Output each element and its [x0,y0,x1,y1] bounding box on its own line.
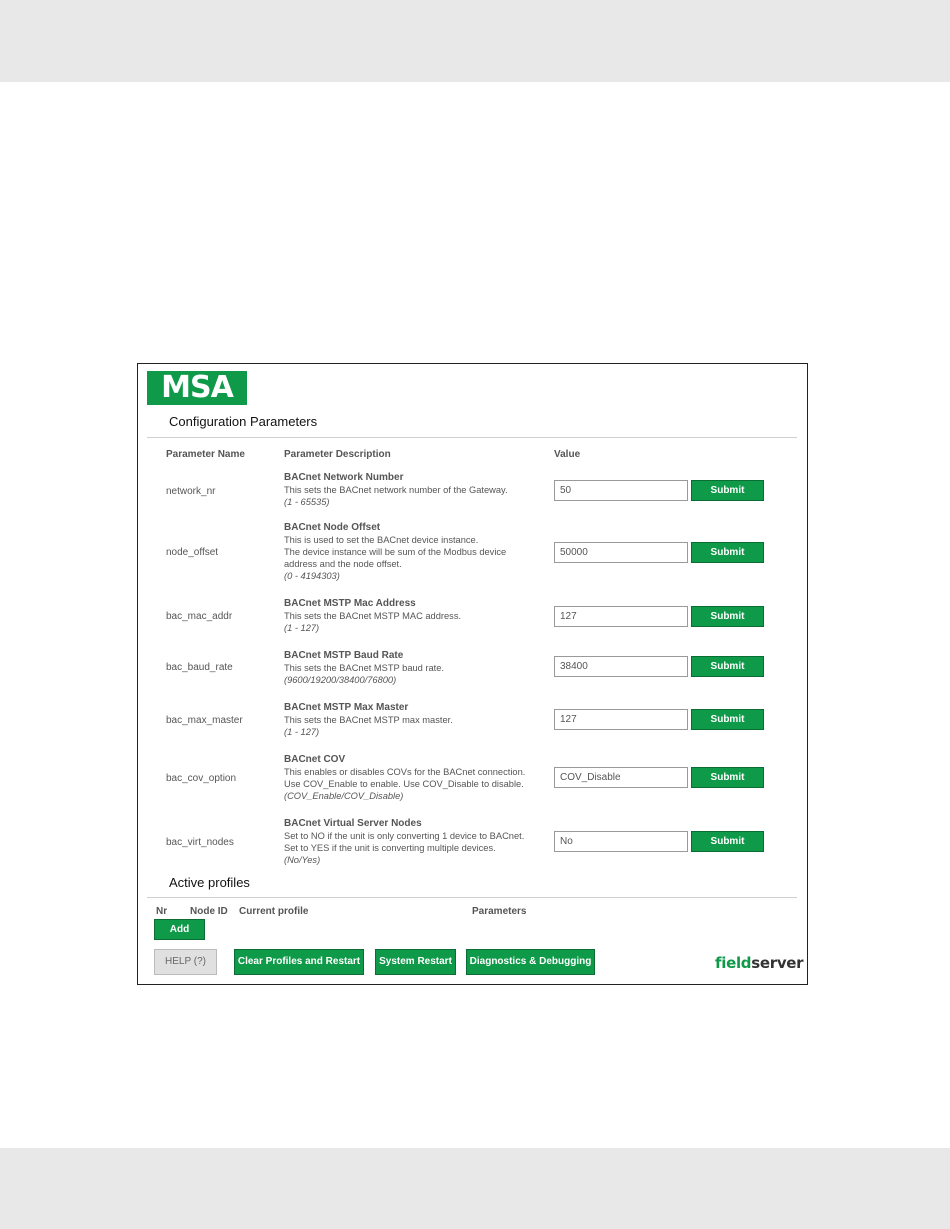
param-description [284,702,554,738]
param-name: bac_max_master [166,715,243,726]
param-title: BACnet Network Number [284,472,404,483]
header-parameter-name: Parameter Name [166,449,245,460]
param-title: BACnet MSTP Max Master [284,702,409,713]
system-restart-button[interactable]: System Restart [375,949,456,975]
param-range: (1 - 127) [284,727,320,737]
param-title: BACnet Node Offset [284,522,381,533]
bac-max-master-submit-button[interactable]: Submit [691,709,764,730]
bac-baud-rate-input[interactable]: 38400 [554,656,688,677]
param-range: (No/Yes) [284,855,321,865]
param-title: BACnet MSTP Mac Address [284,598,416,609]
clear-profiles-restart-button[interactable]: Clear Profiles and Restart [234,949,364,975]
bac-cov-option-submit-button[interactable]: Submit [691,767,764,788]
profiles-divider [147,897,797,898]
param-name: bac_mac_addr [166,611,233,622]
param-desc-line: Use COV_Enable to enable. Use COV_Disable to disable. [284,779,524,789]
param-range: (COV_Enable/COV_Disable) [284,791,404,801]
param-title: BACnet COV [284,754,346,765]
bac-mac-addr-submit-button[interactable]: Submit [691,606,764,627]
param-range: (0 - 4194303) [284,571,340,581]
bac-cov-option-input[interactable]: COV_Disable [554,767,688,788]
param-desc-line: Set to NO if the unit is only converting 1 device to BACnet. [284,831,525,841]
network-nr-input[interactable]: 50 [554,480,688,501]
param-description [284,818,554,866]
config-divider [147,437,797,438]
param-description [284,598,554,634]
param-desc-line: The device instance will be sum of the Modbus device [284,547,507,557]
header-node-id: Node ID [190,906,228,917]
param-desc-line: This sets the BACnet MSTP baud rate. [284,663,445,673]
msa-logo: MSA [147,371,247,405]
config-section-title: Configuration Parameters [169,414,318,429]
brand-part-server: server [751,954,804,972]
param-desc-line: address and the node offset. [284,559,402,569]
node-offset-submit-button[interactable]: Submit [691,542,764,563]
param-title: BACnet Virtual Server Nodes [284,818,422,829]
param-title: BACnet MSTP Baud Rate [284,650,404,661]
help-button[interactable]: HELP (?) [154,949,217,975]
param-range: (1 - 127) [284,623,320,633]
header-nr: Nr [156,906,168,917]
param-desc-line: This is used to set the BACnet device instance. [284,535,479,545]
param-desc-line: This sets the BACnet MSTP MAC address. [284,611,462,621]
bac-mac-addr-input[interactable]: 127 [554,606,688,627]
bac-virt-nodes-submit-button[interactable]: Submit [691,831,764,852]
param-description [284,522,554,582]
param-desc-line: This enables or disables COVs for the BACnet connection. [284,767,526,777]
param-range: (9600/19200/38400/76800) [284,675,397,685]
param-name: network_nr [166,486,216,497]
param-desc-line: Set to YES if the unit is converting multiple devices. [284,843,496,853]
param-description [284,754,554,802]
param-range: (1 - 65535) [284,497,330,507]
header-parameters: Parameters [472,906,527,917]
param-description [284,650,554,686]
param-desc-line: This sets the BACnet MSTP max master. [284,715,453,725]
param-name: bac_virt_nodes [166,837,234,848]
bac-baud-rate-submit-button[interactable]: Submit [691,656,764,677]
top-margin-band [0,0,950,82]
header-value: Value [554,449,581,460]
param-name: node_offset [166,547,219,558]
param-name: bac_baud_rate [166,662,233,673]
diagnostics-debugging-button[interactable]: Diagnostics & Debugging [466,949,595,975]
active-profiles-title: Active profiles [169,875,250,890]
param-description [284,472,554,508]
header-current-profile: Current profile [239,906,309,917]
bac-max-master-input[interactable]: 127 [554,709,688,730]
add-profile-button[interactable]: Add [154,919,205,940]
brand-part-field: field [715,954,752,972]
bac-virt-nodes-input[interactable]: No [554,831,688,852]
param-desc-line: This sets the BACnet network number of the Gateway. [284,485,508,495]
fieldserver-brand-logo [715,954,803,972]
header-parameter-description: Parameter Description [284,449,391,460]
bottom-margin-band [0,1148,950,1229]
param-name: bac_cov_option [166,773,237,784]
gateway-config-panel [137,363,808,985]
node-offset-input[interactable]: 50000 [554,542,688,563]
network-nr-submit-button[interactable]: Submit [691,480,764,501]
